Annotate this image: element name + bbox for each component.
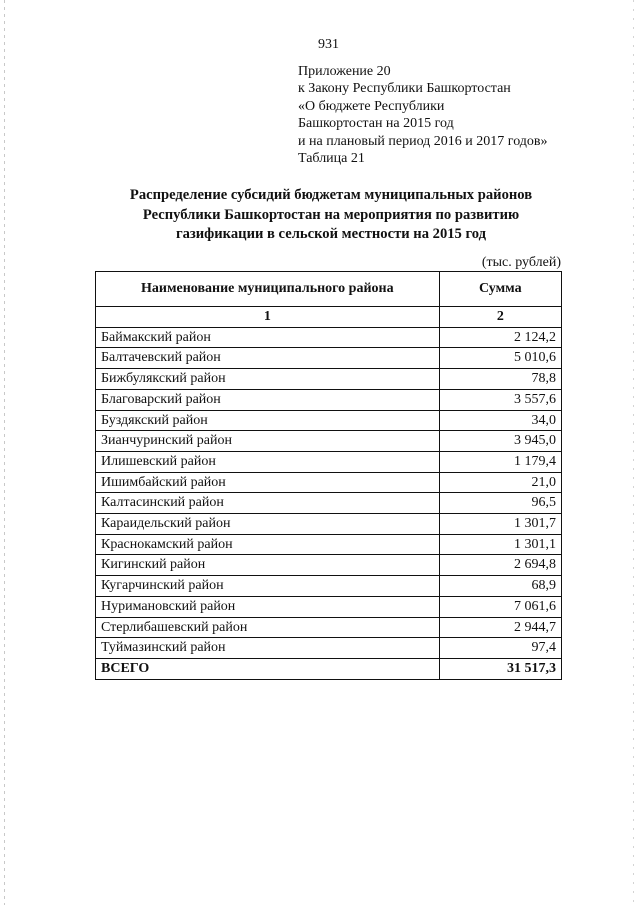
district-name: Буздякский район: [96, 410, 440, 431]
table-row: [96, 369, 562, 390]
table-row: [96, 451, 562, 472]
district-name: Бижбулякский район: [96, 369, 440, 390]
table-row: [96, 472, 562, 493]
district-name: Туймазинский район: [96, 638, 440, 659]
subsidy-amount: 7 061,6: [439, 596, 561, 617]
subsidy-amount: 34,0: [439, 410, 561, 431]
document-title: [95, 186, 567, 245]
page-number: 931: [318, 37, 339, 52]
subsidy-amount: 1 301,1: [439, 534, 561, 555]
appendix-line: Башкортостан на 2015 год: [298, 116, 454, 132]
appendix-line: к Закону Республики Башкортостан: [298, 81, 511, 97]
table-row: [96, 638, 562, 659]
district-name: Зианчуринский район: [96, 431, 440, 452]
table-row: [96, 555, 562, 576]
table-row: [96, 534, 562, 555]
district-name: Караидельский район: [96, 514, 440, 535]
title-line: Распределение субсидий бюджетам муниципальных районов: [129, 187, 533, 203]
subsidy-amount: 2 694,8: [439, 555, 561, 576]
subsidy-amount: 78,8: [439, 369, 561, 390]
subsidy-amount: 3 557,6: [439, 389, 561, 410]
district-name: Нуримановский район: [96, 596, 440, 617]
table-row: [96, 576, 562, 597]
subsidy-amount: 1 301,7: [439, 514, 561, 535]
scan-edge-left: [4, 0, 5, 905]
district-name: Краснокамский район: [96, 534, 440, 555]
district-name: Калтасинский район: [96, 493, 440, 514]
table-row: [96, 410, 562, 431]
district-name: Баймакский район: [96, 327, 440, 348]
appendix-block: [298, 63, 548, 167]
appendix-line: «О бюджете Республики: [298, 98, 445, 114]
table-row: [96, 493, 562, 514]
column-number-row: [96, 307, 562, 328]
table-row: [96, 431, 562, 452]
column-number: 2: [439, 307, 561, 328]
subsidy-amount: 68,9: [439, 576, 561, 597]
district-name: Стерлибашевский район: [96, 617, 440, 638]
total-amount: 31 517,3: [439, 658, 561, 679]
table-row: [96, 389, 562, 410]
column-number: 1: [96, 307, 440, 328]
subsidy-amount: 21,0: [439, 472, 561, 493]
subsidy-amount: 97,4: [439, 638, 561, 659]
district-name: Ишимбайский район: [96, 472, 440, 493]
district-name: Балтачевский район: [96, 348, 440, 369]
subsidy-amount: 2 944,7: [439, 617, 561, 638]
units-label: (тыс. рублей): [481, 255, 561, 270]
total-label: ВСЕГО: [96, 658, 440, 679]
title-line: Республики Башкортостан на мероприятия по развитию: [142, 206, 520, 223]
table-row: [96, 327, 562, 348]
appendix-line: Приложение 20: [298, 64, 391, 79]
district-name: Благоварский район: [96, 389, 440, 410]
district-name: Кигинский район: [96, 555, 440, 576]
header-district: Наименование муниципального района: [96, 272, 440, 307]
subsidy-amount: 2 124,2: [439, 327, 561, 348]
table-header-row: [96, 272, 562, 307]
subsidy-amount: 1 179,4: [439, 451, 561, 472]
table-row: [96, 514, 562, 535]
header-amount: Сумма: [439, 272, 561, 307]
subsidy-amount: 96,5: [439, 493, 561, 514]
district-name: Кугарчинский район: [96, 576, 440, 597]
district-name: Илишевский район: [96, 451, 440, 472]
subsidy-table: [95, 271, 562, 680]
table-row: [96, 596, 562, 617]
appendix-line: и на плановый период 2016 и 2017 годов»: [298, 133, 548, 149]
title-line: газификации в сельской местности на 2015 год: [175, 226, 487, 242]
subsidy-amount: 3 945,0: [439, 431, 561, 452]
appendix-line: Таблица 21: [298, 151, 365, 167]
table-row: [96, 348, 562, 369]
scan-edge-right: [633, 0, 634, 905]
table-row: [96, 617, 562, 638]
subsidy-amount: 5 010,6: [439, 348, 561, 369]
total-row: [96, 658, 562, 679]
